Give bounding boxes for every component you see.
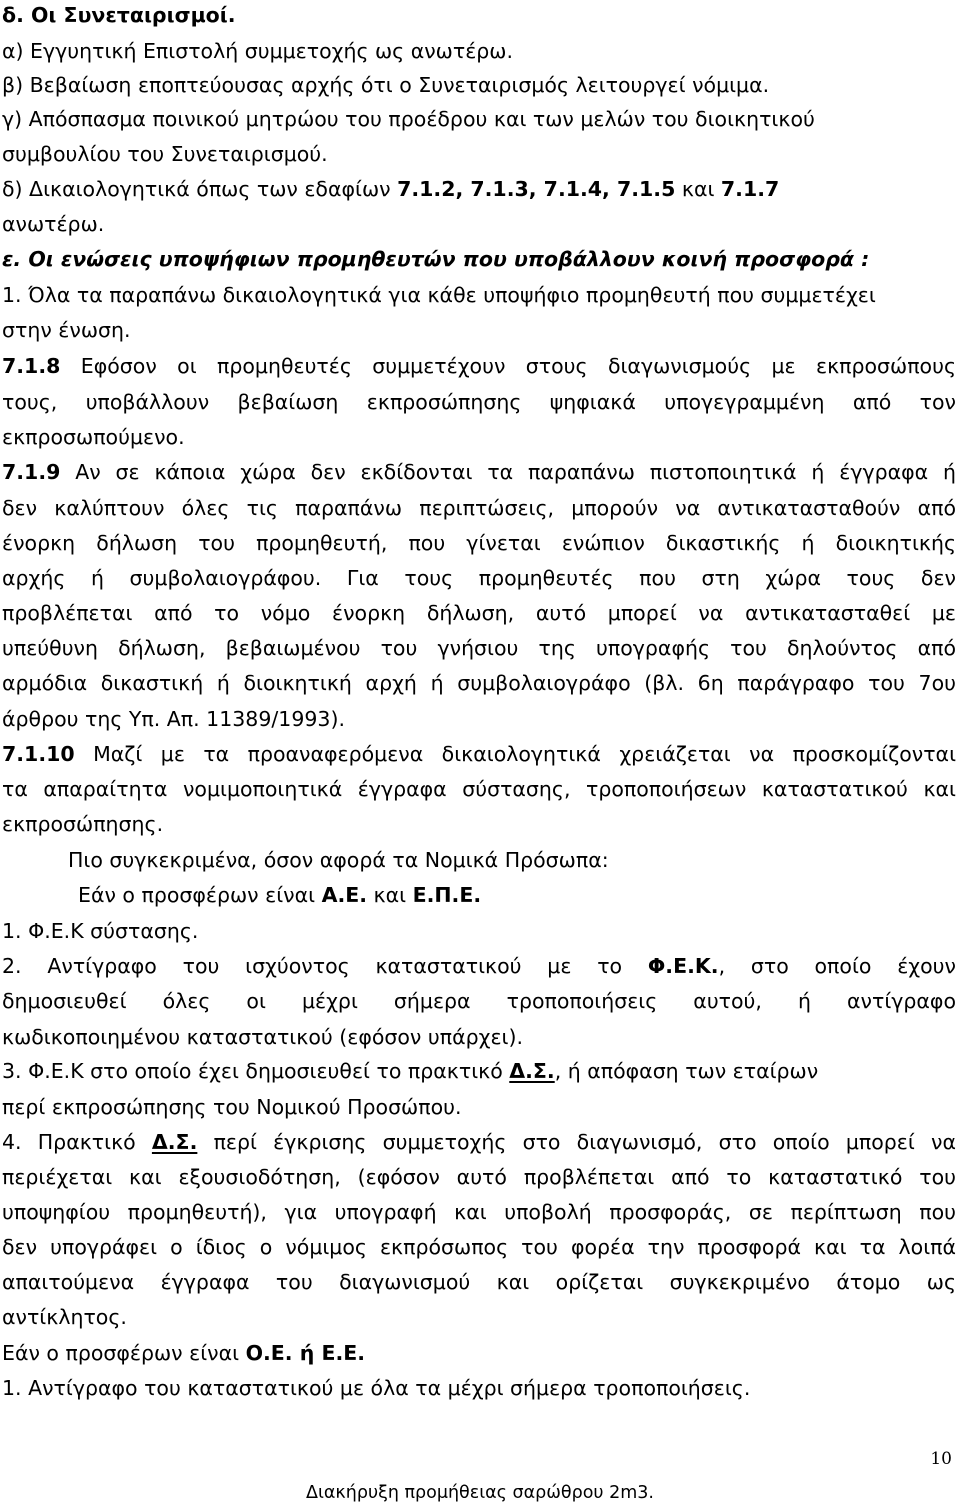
section-d-item-b: β) Βεβαίωση εποπτεύουσας αρχής ότι ο Συνεταιρισμός λειτουργεί νόμιμα. [2,73,770,97]
section-d-item-d [2,177,779,201]
para-718-line2: τους, υποβάλλουν βεβαίωση εκπροσώπησης ψηφιακά υπογεγραμμένη από τον [2,390,956,414]
ae-item-2-line2: δημοσιευθεί όλες οι μέχρι σήμερα τροποποιήσεις αυτού, ή αντίγραφο [2,989,956,1013]
ae-item-1: 1. Φ.Ε.Κ σύστασης. [2,919,199,943]
para-719-line5: προβλέπεται από το νόμο ένορκη δήλωση, αυτό μπορεί να αντικατασταθεί με [2,601,956,625]
para-719-ref: 7.1.9 [2,460,61,484]
para-718-line1: 7.1.8 Εφόσον οι προμηθευτές συμμετέχουν στους διαγωνισμούς με εκπροσώπους [2,354,956,378]
page-number: 10 [930,1449,952,1469]
ae-item-4-line2: περιέχεται και εξουσιοδότηση, (εφόσον αυτό προβλέπεται από το καταστατικό του [2,1165,956,1189]
para-7110-line1: 7.1.10 Μαζί με τα προαναφερόμενα δικαιολογητικά χρειάζεται να προσκομίζονται [2,742,956,766]
page-footer: Διακήρυξη προμήθειας σαρώθρου 2m3. [306,1483,654,1503]
section-e-line1: 1. Όλα τα παραπάνω δικαιολογητικά για κάθε υποψήφιο προμηθευτή που συμμετέχει [2,283,876,307]
ae-item-2-line3: κωδικοποιημένου καταστατικού (εφόσον υπάρχει). [2,1025,523,1049]
para-719-line1: 7.1.9 Αν σε κάποια χώρα δεν εκδίδονται τα παραπάνω πιστοποιητικά ή έγγραφα ή [2,460,956,484]
ae-item-3-line2: περί εκπροσώπησης του Νομικού Προσώπου. [2,1095,462,1119]
para-719-line4: αρχής ή συμβολαιογράφου. Για τους προμηθευτές που στη χώρα τους δεν [2,566,956,590]
para-718-line3: εκπροσωπούμενο. [2,425,185,449]
ae-item-4-line3: υποψηφίου προμηθευτή), για υπογραφή και υποβολή προσφοράς, σε περίπτωση που [2,1200,956,1224]
para-7110-line2: τα απαραίτητα νομιμοποιητικά έγγραφα σύστασης, τροποποιήσεων καταστατικού και [2,777,956,801]
item-d-ref-last: 7.1.7 [720,177,780,201]
para-719-line3: ένορκη δήλωση του προμηθευτή, που γίνεται ενώπιον δικαστικής ή διοικητικής [2,531,956,555]
ae-heading: Εάν ο προσφέρων είναι Α.Ε. και Ε.Π.Ε. [78,883,482,907]
section-d-item-a: α) Εγγυητική Επιστολή συμμετοχής ως ανωτέρω. [2,39,513,63]
section-d-item-c-line1: γ) Απόσπασμα ποινικού μητρώου του προέδρου και των μελών του διοικητικού [2,107,815,131]
ae-item-4-line5: απαιτούμενα έγγραφα του διαγωνισμού και ορίζεται συγκεκριμένο άτομο ως [2,1270,956,1294]
section-e-line2: στην ένωση. [2,318,131,342]
ae-item-2-line1: 2. Αντίγραφο του ισχύοντος καταστατικού με το Φ.Ε.Κ., στο οποίο έχουν [2,954,956,978]
section-d-item-d-line2: ανωτέρω. [2,212,105,236]
oe-heading: Εάν ο προσφέρων είναι Ο.Ε. ή Ε.Ε. [2,1341,366,1365]
para-7110-ref: 7.1.10 [2,742,75,766]
section-d-item-c-line2: συμβουλίου του Συνεταιρισμού. [2,142,328,166]
ae-item-4-line4: δεν υπογράφει ο ίδιος ο νόμιμος εκπρόσωπος του φορέα την προσφορά και τα λοιπά [2,1235,956,1259]
ae-item-4-line6: αντίκλητος. [2,1305,127,1329]
ae-item-3-line1: 3. Φ.Ε.Κ στο οποίο έχει δημοσιευθεί το πρακτικό Δ.Σ., ή απόφαση των εταίρων [2,1059,819,1083]
section-e-heading: ε. Οι ενώσεις υποψήφιων προμηθευτών που υποβάλλουν κοινή προσφορά : [2,247,870,271]
oe-item-1: 1. Αντίγραφο του καταστατικού με όλα τα μέχρι σήμερα τροποποιήσεις. [2,1376,751,1400]
item-d-refs: 7.1.2, 7.1.3, 7.1.4, 7.1.5 [397,177,676,201]
para-7110-line3: εκπροσώπησης. [2,812,164,836]
item-d-prefix: δ) Δικαιολογητικά όπως των εδαφίων [2,177,398,201]
para-718-ref: 7.1.8 [2,354,61,378]
ae-item-4-line1: 4. Πρακτικό Δ.Σ. περί έγκρισης συμμετοχής στο διαγωνισμό, στο οποίο μπορεί να [2,1130,956,1154]
item-d-and: και [675,177,721,201]
section-d-heading: δ. Οι Συνεταιρισμοί. [2,3,236,27]
para-719-line6: υπεύθυνη δήλωση, βεβαιωμένου του γνήσιου της υπογραφής του δηλούντος από [2,636,956,660]
para-719-line7: αρμόδια δικαστική ή διοικητική αρχή ή συμβολαιογράφο (βλ. 6η παράγραφο του 7ου [2,671,956,695]
para-719-line2: δεν καλύπτουν όλες τις παραπάνω περιπτώσεις, μπορούν να αντικατασταθούν από [2,496,956,520]
legal-entities-intro: Πιο συγκεκριμένα, όσον αφορά τα Νομικά Πρόσωπα: [68,848,609,872]
para-719-line8: άρθρου της Υπ. Απ. 11389/1993). [2,707,345,731]
